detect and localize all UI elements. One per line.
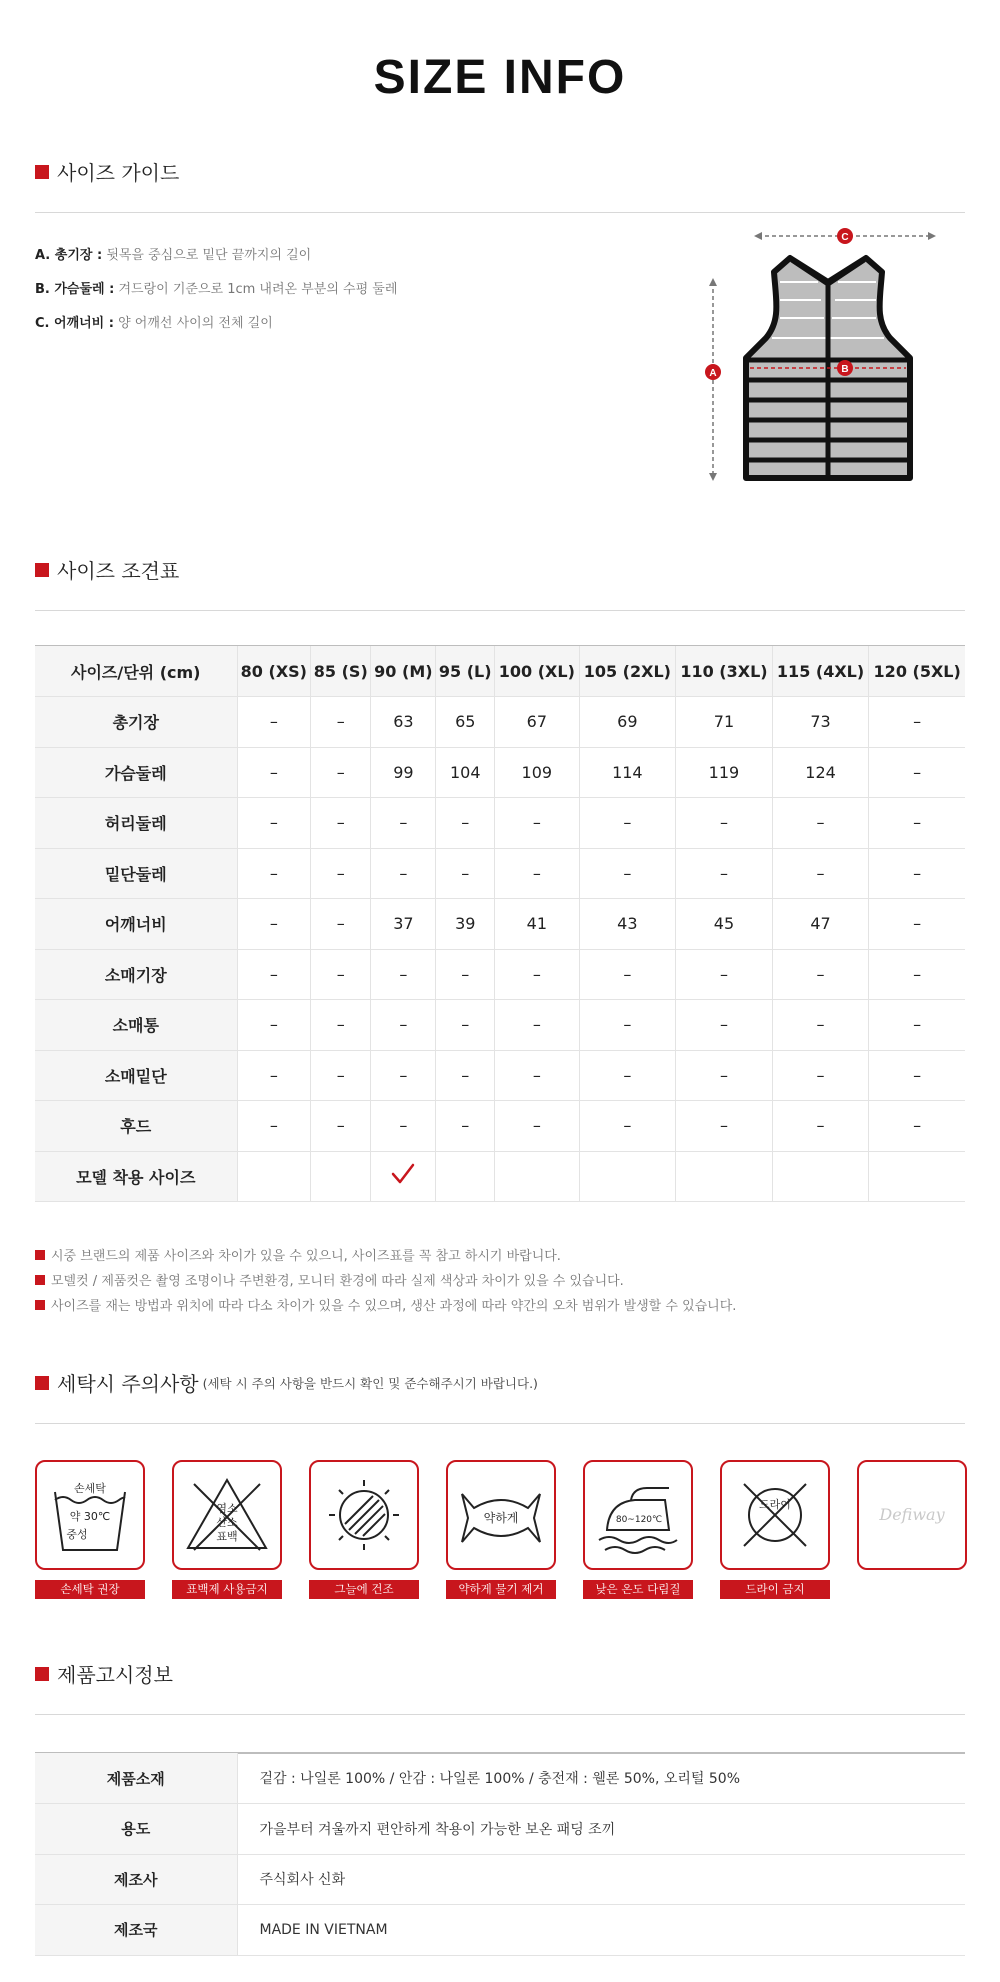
- size-cell: –: [436, 1050, 495, 1101]
- size-cell: –: [311, 798, 371, 849]
- info-row: 제품소재 겉감 : 나일론 100% / 안감 : 나일론 100% / 충전재 : 웰론 50%, 오리털 50%: [35, 1753, 965, 1804]
- size-cell: –: [237, 697, 311, 748]
- bullet-square: [35, 1667, 49, 1681]
- size-cell: –: [495, 1101, 579, 1152]
- size-cell: –: [579, 1000, 676, 1051]
- row-label: 가슴둘레: [35, 747, 237, 798]
- size-cell: [495, 1151, 579, 1202]
- size-cell: –: [237, 1000, 311, 1051]
- size-cell: 65: [436, 697, 495, 748]
- size-cell: –: [579, 1050, 676, 1101]
- note-item: 시중 브랜드의 제품 사이즈와 차이가 있을 수 있으니, 사이즈표를 꼭 참고 하시기 바랍니다.: [35, 1242, 736, 1267]
- size-cell: –: [237, 848, 311, 899]
- svg-text:산소: 산소: [216, 1516, 238, 1529]
- size-cell: 39: [436, 899, 495, 950]
- care-item: 손세탁 약 30℃ 중성 손세탁 권장: [35, 1460, 145, 1599]
- size-cell: 73: [772, 697, 869, 748]
- header-cell: 사이즈/단위 (cm): [35, 646, 237, 697]
- size-cell: –: [436, 848, 495, 899]
- notes-list: [35, 1242, 736, 1317]
- size-cell: –: [311, 747, 371, 798]
- svg-text:80~120℃: 80~120℃: [615, 1515, 663, 1525]
- size-row: [35, 798, 965, 849]
- size-cell: –: [436, 1101, 495, 1152]
- size-cell: –: [237, 798, 311, 849]
- header-cell: 100 (XL): [495, 646, 579, 697]
- size-cell: –: [371, 949, 436, 1000]
- divider: [35, 1423, 965, 1424]
- size-cell: 47: [772, 899, 869, 950]
- size-cell: –: [772, 1000, 869, 1051]
- size-cell: –: [371, 1050, 436, 1101]
- size-row: [35, 1000, 965, 1051]
- size-cell: –: [436, 1000, 495, 1051]
- svg-text:손세탁: 손세탁: [74, 1482, 106, 1495]
- size-cell: 104: [436, 747, 495, 798]
- no-dry-clean-icon: [720, 1460, 830, 1570]
- svg-text:중성: 중성: [66, 1528, 88, 1541]
- svg-text:약 30℃: 약 30℃: [69, 1510, 111, 1523]
- size-cell: –: [371, 1101, 436, 1152]
- size-cell: –: [311, 1050, 371, 1101]
- care-item: 80~120℃ 낮은 온도 다림질: [583, 1460, 693, 1599]
- row-label: 소매밑단: [35, 1050, 237, 1101]
- size-cell: –: [579, 798, 676, 849]
- size-cell: 114: [579, 747, 676, 798]
- size-row: [35, 1050, 965, 1101]
- header-cell: 85 (S): [311, 646, 371, 697]
- guide-heading: 사이즈 가이드: [35, 157, 179, 186]
- marker-b: B: [841, 364, 849, 375]
- header-cell: 80 (XS): [237, 646, 311, 697]
- svg-text:드라이: 드라이: [759, 1498, 791, 1511]
- info-row: 용도 가을부터 겨울까지 편안하게 착용이 가능한 보온 패딩 조끼: [35, 1804, 965, 1855]
- size-row: [35, 848, 965, 899]
- bullet-square: [35, 1376, 49, 1390]
- size-cell: –: [579, 848, 676, 899]
- row-label: 모델 착용 사이즈: [35, 1151, 237, 1202]
- size-cell: 119: [676, 747, 773, 798]
- size-table: [35, 646, 965, 1202]
- size-row: [35, 697, 965, 748]
- size-cell: –: [676, 949, 773, 1000]
- size-cell: –: [237, 747, 311, 798]
- size-cell: –: [869, 899, 965, 950]
- size-cell: –: [237, 899, 311, 950]
- size-cell: –: [869, 949, 965, 1000]
- size-cell: –: [311, 899, 371, 950]
- header-cell: 90 (M): [371, 646, 436, 697]
- size-cell: –: [676, 848, 773, 899]
- size-cell: –: [772, 1050, 869, 1101]
- header-cell: 120 (5XL): [869, 646, 965, 697]
- size-cell: –: [237, 949, 311, 1000]
- size-row: [35, 747, 965, 798]
- size-cell: –: [311, 848, 371, 899]
- size-cell: –: [579, 1101, 676, 1152]
- svg-text:Defiway: Defiway: [879, 1505, 945, 1524]
- size-cell: –: [869, 798, 965, 849]
- size-cell: [772, 1151, 869, 1202]
- info-row: 제조사 주식회사 신화: [35, 1854, 965, 1905]
- size-cell: –: [371, 848, 436, 899]
- care-item: [857, 1460, 967, 1570]
- size-cell: –: [436, 798, 495, 849]
- size-cell: 41: [495, 899, 579, 950]
- shade-dry-icon: [309, 1460, 419, 1570]
- size-table-heading: 사이즈 조견표: [35, 555, 179, 584]
- size-cell: –: [772, 1101, 869, 1152]
- row-label: 후드: [35, 1101, 237, 1152]
- size-cell: –: [869, 1050, 965, 1101]
- divider: [35, 1714, 965, 1715]
- brand-logo: [857, 1460, 967, 1570]
- bullet-square: [35, 165, 49, 179]
- guide-line-b: B. 가슴둘레 : 겨드랑이 기준으로 1cm 내려온 부분의 수평 둘레: [35, 282, 398, 297]
- marker-a: A: [709, 368, 717, 379]
- size-cell: –: [676, 1101, 773, 1152]
- svg-text:표백: 표백: [216, 1530, 238, 1543]
- hand-wash-icon: [35, 1460, 145, 1570]
- size-cell: –: [579, 949, 676, 1000]
- size-cell: [436, 1151, 495, 1202]
- size-cell: –: [869, 697, 965, 748]
- care-item: 약하게 약하게 물기 제거: [446, 1460, 556, 1599]
- size-cell: –: [869, 747, 965, 798]
- size-row: [35, 949, 965, 1000]
- care-heading: 세탁시 주의사항 (세탁 시 주의 사항을 반드시 확인 및 준수해주시기 바랍니다.): [35, 1368, 538, 1397]
- size-cell: –: [311, 1000, 371, 1051]
- row-label: 어깨너비: [35, 899, 237, 950]
- guide-line-a: A. 총기장 : 뒷목을 중심으로 밑단 끝까지의 길이: [35, 248, 312, 263]
- care-item: 염소 산소 표백 표백제 사용금지: [172, 1460, 282, 1599]
- size-cell: –: [869, 1000, 965, 1051]
- size-cell: 43: [579, 899, 676, 950]
- size-cell: 67: [495, 697, 579, 748]
- size-cell: –: [237, 1050, 311, 1101]
- size-cell: –: [237, 1101, 311, 1152]
- check-icon: [371, 1151, 436, 1202]
- gentle-wring-icon: [446, 1460, 556, 1570]
- size-cell: [676, 1151, 773, 1202]
- size-cell: [579, 1151, 676, 1202]
- size-cell: –: [772, 798, 869, 849]
- size-row: [35, 899, 965, 950]
- header-cell: 95 (L): [436, 646, 495, 697]
- size-cell: –: [495, 1050, 579, 1101]
- size-cell: 124: [772, 747, 869, 798]
- size-cell: –: [371, 798, 436, 849]
- size-cell: 37: [371, 899, 436, 950]
- size-cell: 45: [676, 899, 773, 950]
- size-cell: [869, 1151, 965, 1202]
- size-cell: –: [495, 949, 579, 1000]
- size-cell: –: [311, 949, 371, 1000]
- size-cell: 69: [579, 697, 676, 748]
- size-cell: –: [676, 1050, 773, 1101]
- note-item: 모델컷 / 제품컷은 촬영 조명이나 주변환경, 모니터 환경에 따라 실제 색상과 차이가 있을 수 있습니다.: [35, 1267, 736, 1292]
- size-cell: –: [495, 798, 579, 849]
- size-cell: 63: [371, 697, 436, 748]
- row-label: 소매통: [35, 1000, 237, 1051]
- size-cell: –: [436, 949, 495, 1000]
- bullet-square: [35, 563, 49, 577]
- size-cell: –: [311, 1101, 371, 1152]
- size-cell: –: [772, 949, 869, 1000]
- size-cell: –: [772, 848, 869, 899]
- divider: [35, 610, 965, 611]
- note-item: 사이즈를 재는 방법과 위치에 따라 다소 차이가 있을 수 있으며, 생산 과정에 따라 약간의 오차 범위가 발생할 수 있습니다.: [35, 1292, 736, 1317]
- size-cell: –: [869, 1101, 965, 1152]
- info-row: 제조국 MADE IN VIETNAM: [35, 1905, 965, 1956]
- guide-line-c: C. 어깨너비 : 양 어깨선 사이의 전체 길이: [35, 316, 273, 331]
- size-header-row: [35, 646, 965, 697]
- model-size-row: [35, 1151, 965, 1202]
- size-cell: –: [311, 697, 371, 748]
- size-cell: –: [676, 798, 773, 849]
- divider: [35, 212, 965, 213]
- size-cell: [237, 1151, 311, 1202]
- row-label: 밑단둘레: [35, 848, 237, 899]
- row-label: 소매기장: [35, 949, 237, 1000]
- size-cell: [311, 1151, 371, 1202]
- svg-text:약하게: 약하게: [483, 1511, 519, 1525]
- svg-text:염소: 염소: [216, 1502, 238, 1515]
- marker-c: C: [841, 232, 849, 243]
- guide-list: [35, 248, 397, 350]
- product-info-heading: 제품고시정보: [35, 1659, 173, 1688]
- vest-diagram: [700, 220, 960, 485]
- row-label: 허리둘레: [35, 798, 237, 849]
- no-bleach-icon: [172, 1460, 282, 1570]
- header-cell: 105 (2XL): [579, 646, 676, 697]
- size-cell: 99: [371, 747, 436, 798]
- size-cell: 71: [676, 697, 773, 748]
- size-cell: –: [495, 848, 579, 899]
- header-cell: 110 (3XL): [676, 646, 773, 697]
- size-row: [35, 1101, 965, 1152]
- header-cell: 115 (4XL): [772, 646, 869, 697]
- size-cell: –: [495, 1000, 579, 1051]
- care-item: 드라이 드라이 금지: [720, 1460, 830, 1599]
- low-iron-icon: [583, 1460, 693, 1570]
- care-item: 그늘에 건조: [309, 1460, 419, 1599]
- size-cell: –: [676, 1000, 773, 1051]
- size-cell: –: [869, 848, 965, 899]
- size-cell: –: [371, 1000, 436, 1051]
- page-title: SIZE INFO: [373, 51, 627, 104]
- row-label: 총기장: [35, 697, 237, 748]
- product-info-table: [35, 1753, 965, 1956]
- size-cell: 109: [495, 747, 579, 798]
